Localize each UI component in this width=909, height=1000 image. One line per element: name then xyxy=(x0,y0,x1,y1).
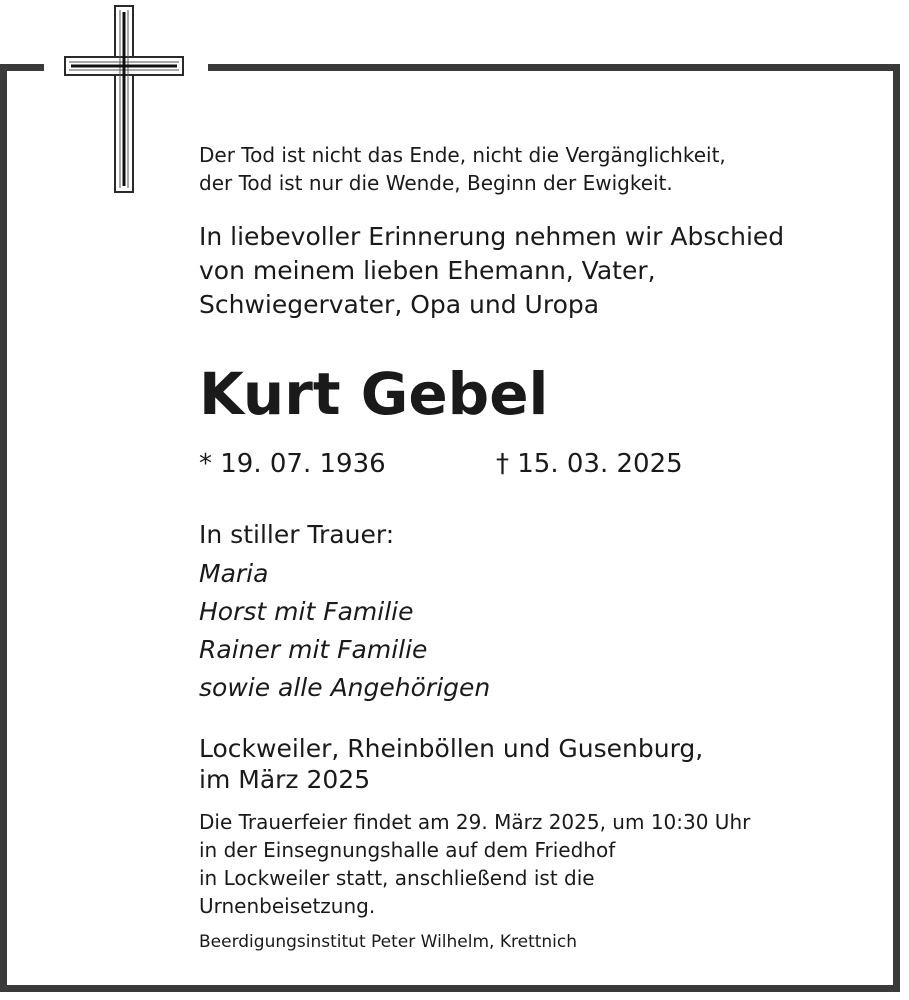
mourner: Horst mit Familie xyxy=(199,597,414,626)
mourners-heading: In stiller Trauer: xyxy=(199,520,395,549)
intro-line: Schwiegervater, Opa und Uropa xyxy=(199,290,600,319)
ceremony-line: Die Trauerfeier findet am 29. März 2025, um 10:30 Uhr xyxy=(199,810,751,834)
ceremony-info xyxy=(199,808,750,920)
date-line: im März 2025 xyxy=(199,765,371,794)
poem-line: Der Tod ist nicht das Ende, nicht die Vergänglichkeit, xyxy=(199,143,726,167)
intro-text xyxy=(199,220,784,322)
place-date xyxy=(199,733,703,795)
mourner: Rainer mit Familie xyxy=(199,635,428,664)
undertaker: Beerdigungsinstitut Peter Wilhelm, Krettnich xyxy=(199,932,578,952)
poem-line: der Tod ist nur die Wende, Beginn der Ewigkeit. xyxy=(199,171,673,195)
life-dates xyxy=(199,446,839,482)
mourners-list xyxy=(199,555,490,707)
intro-line: In liebevoller Erinnerung nehmen wir Abschied xyxy=(199,222,785,251)
mourner: sowie alle Angehörigen xyxy=(199,673,491,702)
deceased-name: Kurt Gebel xyxy=(199,360,549,428)
death-date: † 15. 03. 2025 xyxy=(496,449,683,479)
place-line: Lockweiler, Rheinböllen und Gusenburg, xyxy=(199,734,704,763)
poem xyxy=(199,141,726,197)
birth-date: * 19. 07. 1936 xyxy=(199,449,386,479)
mourner: Maria xyxy=(199,559,269,588)
cross-icon xyxy=(62,4,186,194)
ceremony-line: in der Einsegnungshalle auf dem Friedhof xyxy=(199,838,616,862)
ceremony-line: Urnenbeisetzung. xyxy=(199,894,376,918)
intro-line: von meinem lieben Ehemann, Vater, xyxy=(199,256,656,285)
ceremony-line: in Lockweiler statt, anschließend ist die xyxy=(199,866,595,890)
